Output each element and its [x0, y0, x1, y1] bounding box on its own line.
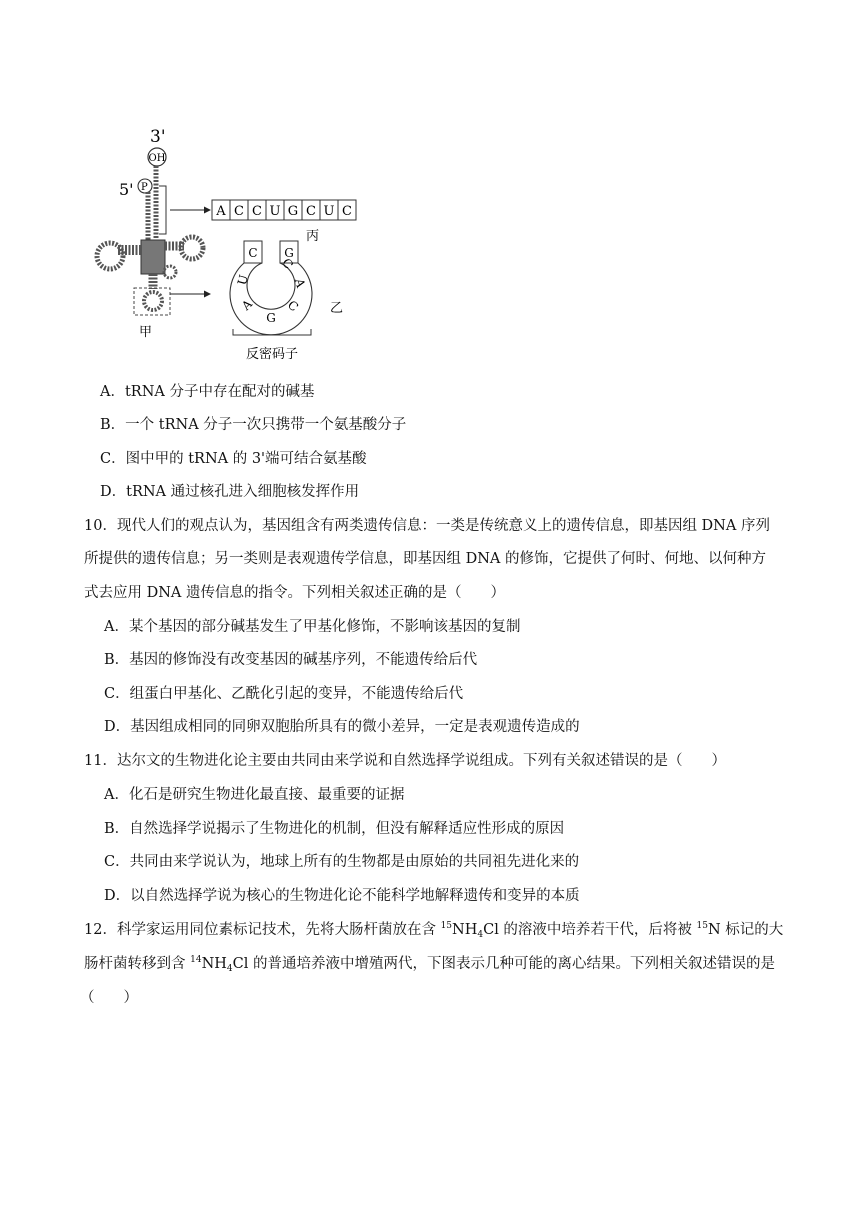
- trna-center: [141, 240, 165, 274]
- anticodon-ring: [230, 241, 312, 335]
- q10-option-c: C．组蛋白甲基化、乙酰化引起的变异，不能遗传给后代: [104, 686, 464, 702]
- q12-text: NH: [452, 922, 478, 938]
- q10-stem-line3: 式去应用 DNA 遗传信息的指令。下列相关叙述正确的是（ ）: [84, 585, 506, 601]
- ring-base: G: [266, 311, 276, 325]
- q12-stem-line2: [84, 954, 775, 974]
- q12-text: Cl 的溶液中培养若干代，后将被: [483, 922, 697, 938]
- label-p: P: [141, 182, 148, 193]
- label-3-prime: 3': [150, 127, 166, 147]
- q12-stem-line3: （ ）: [80, 990, 138, 1006]
- anticodon-bracket: [233, 329, 311, 335]
- ring-inner: [247, 263, 295, 309]
- codon-base: U: [269, 204, 281, 219]
- codon-base: C: [306, 204, 316, 219]
- q12-text: 肠杆菌转移到含: [84, 956, 191, 972]
- codon-base: C: [234, 204, 244, 219]
- q10-option-b: B．基因的修饰没有改变基因的碱基序列，不能遗传给后代: [104, 652, 478, 668]
- q10-stem-line1: 10．现代人们的观点认为，基因组含有两类遗传信息：一类是传统意义上的遗传信息，即基因组 DNA 序列: [84, 518, 770, 534]
- codon-sequence-row: [212, 200, 356, 220]
- q9-option-d: D．tRNA 通过核孔进入细胞核发挥作用: [100, 484, 360, 500]
- ring-base: C: [248, 246, 258, 260]
- label-oh: OH: [148, 153, 166, 164]
- ring-base: C: [284, 297, 302, 315]
- codon-base: C: [342, 204, 352, 219]
- q12-stem-line1: [84, 920, 783, 940]
- arrow-head-ring: [204, 291, 211, 298]
- ring-base: A: [292, 277, 308, 289]
- codon-base: C: [252, 204, 262, 219]
- ring-base: U: [234, 273, 252, 287]
- q9-option-a: A．tRNA 分子中存在配对的碱基: [100, 384, 315, 400]
- q11-option-a: A．化石是研究生物进化最直接、最重要的证据: [104, 787, 405, 803]
- variable-loop: [164, 266, 176, 278]
- ring-base: G: [284, 246, 294, 260]
- codon-base: G: [287, 204, 299, 219]
- label-yi: 乙: [330, 301, 344, 316]
- label-bing: 丙: [306, 229, 320, 244]
- q10-option-d: D．基因组成相同的同卵双胞胎所具有的微小差异，一定是表观遗传造成的: [104, 719, 580, 735]
- right-loop: [181, 237, 203, 259]
- isotope-superscript: 14: [190, 955, 202, 965]
- label-jia: 甲: [139, 325, 153, 340]
- q10-option-a: A．某个基因的部分碱基发生了甲基化修饰，不影响该基因的复制: [104, 619, 521, 635]
- q11-stem: 11．达尔文的生物进化论主要由共同由来学说和自然选择学说组成。下列有关叙述错误的是（ ）: [84, 753, 726, 769]
- stem-bracket: [159, 186, 166, 234]
- q12-text: NH: [201, 956, 227, 972]
- q9-option-b: B．一个 tRNA 分子一次只携带一个氨基酸分子: [100, 417, 407, 433]
- q12-text: 12．科学家运用同位素标记技术，先将大肠杆菌放在含: [84, 922, 441, 938]
- q12-text: Cl 的普通培养液中增殖两代，下图表示几种可能的离心结果。下列相关叙述错误的是: [232, 956, 775, 972]
- codon-base: A: [216, 204, 226, 219]
- q11-option-d: D．以自然选择学说为核心的生物进化论不能科学地解释遗传和变异的本质: [104, 888, 580, 904]
- anticodon-loop: [144, 292, 162, 310]
- formula-subscript: 4: [226, 964, 233, 974]
- codon-base: U: [323, 204, 335, 219]
- trna-figure: [86, 124, 376, 369]
- left-loop: [97, 243, 123, 269]
- arrow-head-sequence: [204, 207, 211, 214]
- q9-option-c: C．图中甲的 tRNA 的 3'端可结合氨基酸: [100, 451, 367, 467]
- q10-stem-line2: 所提供的遗传信息；另一类则是表观遗传学信息，即基因组 DNA 的修饰，它提供了何时、何地、以何种方: [84, 551, 766, 567]
- label-5-prime: 5': [119, 180, 134, 199]
- formula-subscript: 4: [477, 930, 484, 940]
- label-anticodon: 反密码子: [246, 347, 299, 362]
- q12-text: N 标记的大: [708, 922, 784, 938]
- ring-base: C: [279, 255, 296, 272]
- q11-option-b: B．自然选择学说揭示了生物进化的机制，但没有解释适应性形成的原因: [104, 821, 565, 837]
- isotope-superscript: 15: [440, 921, 453, 931]
- isotope-superscript: 15: [696, 921, 708, 931]
- q11-option-c: C．共同由来学说认为，地球上所有的生物都是由原始的共同祖先进化来的: [104, 854, 580, 870]
- ring-base: A: [238, 296, 256, 314]
